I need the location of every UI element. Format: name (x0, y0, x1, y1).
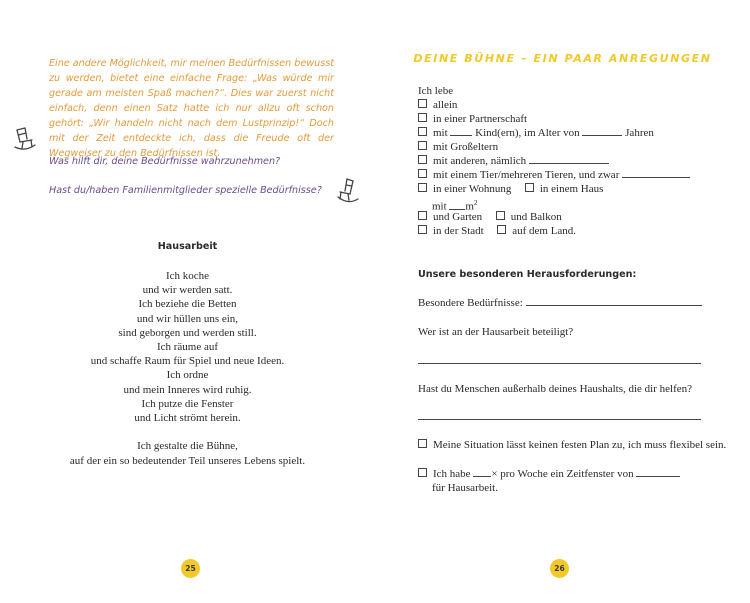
option-allein: allein (418, 98, 457, 112)
question-perceive-needs: Was hilft dir, deine Bedürfnisse wahrzunehmen? (49, 156, 281, 167)
poem-line: Ich putze die Fenster (141, 397, 234, 410)
checkbox[interactable] (418, 225, 427, 234)
challenges-heading: Unsere besonderen Herausforderungen: (418, 269, 637, 280)
answer-line[interactable] (418, 363, 701, 364)
zeitfenster-continuation: für Hausarbeit. (432, 482, 498, 494)
page-number: 26 (550, 559, 569, 578)
question-hausarbeit: Wer ist an der Hausarbeit beteiligt? (418, 326, 574, 338)
blank-line[interactable] (449, 200, 465, 210)
checkbox[interactable] (418, 211, 427, 220)
poem-line: Ich beziehe die Betten (138, 298, 237, 311)
blank-line[interactable] (622, 168, 690, 178)
option-flexibel: Meine Situation lässt keinen festen Plan zu, ich muss flexibel sein. (418, 438, 726, 452)
option-grosseltern: mit Großeltern (418, 140, 498, 154)
question-special-needs: Hast du/haben Familienmitglieder spezielle Bedürfnisse? (49, 185, 322, 196)
blank-line[interactable] (450, 126, 472, 136)
poem-line: auf der ein so bedeutender Teil unseres Lebens spielt. (69, 454, 306, 467)
blank-line[interactable] (473, 467, 491, 477)
option-zeitfenster: Ich habe × pro Woche ein Zeitfenster von (418, 467, 680, 481)
option-quadratmeter: mit $m^2$ (432, 199, 478, 213)
section-title: DEINE BÜHNE – EIN PAAR ANREGUNGEN (413, 52, 712, 65)
poem-line: Ich ordne (166, 369, 209, 382)
blank-line[interactable] (636, 467, 680, 477)
checkbox[interactable] (418, 155, 427, 164)
rocking-chair-icon (13, 127, 37, 153)
page-number: 25 (181, 559, 200, 578)
answer-line[interactable] (526, 296, 702, 306)
checkbox[interactable] (418, 127, 427, 136)
checkbox[interactable] (497, 225, 506, 234)
poem-line: sind geborgen und werden still. (118, 326, 257, 339)
checkbox[interactable] (418, 183, 427, 192)
option-anderen: mit anderen, nämlich (418, 154, 609, 168)
field-besondere-beduerfnisse: Besondere Bedürfnisse: (418, 296, 702, 310)
checkbox[interactable] (418, 141, 427, 150)
checkbox[interactable] (418, 113, 427, 122)
answer-line[interactable] (418, 419, 701, 420)
option-stadt-land: in der Stadt auf dem Land. (418, 224, 576, 238)
poem-line: Ich räume auf (156, 341, 219, 354)
option-wohnung-haus: in einer Wohnung in einem Haus (418, 182, 603, 196)
option-partnerschaft: in einer Partnerschaft (418, 112, 527, 126)
poem-line: Ich gestalte die Bühne, (137, 440, 238, 453)
poem-line: Ich koche (165, 270, 210, 282)
option-garten-balkon: und Garten und Balkon (418, 210, 562, 224)
poem-line: und mein Inneres wird ruhig. (123, 383, 252, 396)
poem-line: und wir werden satt. (142, 284, 233, 297)
poem-line: und schaffe Raum für Spiel und neue Ideen. (90, 355, 285, 368)
question-helfer: Hast du Menschen außerhalb deines Haushalts, die dir helfen? (418, 383, 692, 395)
poem-title: Hausarbeit (157, 241, 218, 252)
stanza-break (0, 425, 375, 439)
checkbox[interactable] (496, 211, 505, 220)
checkbox[interactable] (418, 99, 427, 108)
intro-paragraph: Eine andere Möglichkeit, mir meinen Bedürfnissen bewusst zu werden, bietet eine einfache Frage: „Was würde mir gerade am meisten Spaß machen?“. Dies war zuerst nicht einfach, denn einen Satz hatte ich nur allzu oft schon gehört: „Wir handeln nicht nach dem Lustprinzip!“ Doch mit der Zeit entdeckte ich, dass die Freude oft der Wegweiser zu den Bedürfnissen ist. (49, 58, 334, 159)
blank-line[interactable] (582, 126, 622, 136)
poem-line: und Licht strömt herein. (134, 412, 241, 425)
checkbox[interactable] (418, 169, 427, 178)
checkbox[interactable] (418, 468, 427, 477)
poem-line: und wir hüllen uns ein, (136, 312, 239, 325)
option-tieren: mit einem Tier/mehreren Tieren, und zwar (418, 168, 690, 182)
poem (0, 269, 375, 468)
checkbox[interactable] (418, 439, 427, 448)
checkbox[interactable] (525, 183, 534, 192)
blank-line[interactable] (529, 154, 609, 164)
rocking-chair-icon (337, 178, 361, 206)
living-intro: Ich lebe (418, 85, 454, 97)
option-kinder: mit Kind(ern), im Alter von Jahren (418, 126, 654, 140)
